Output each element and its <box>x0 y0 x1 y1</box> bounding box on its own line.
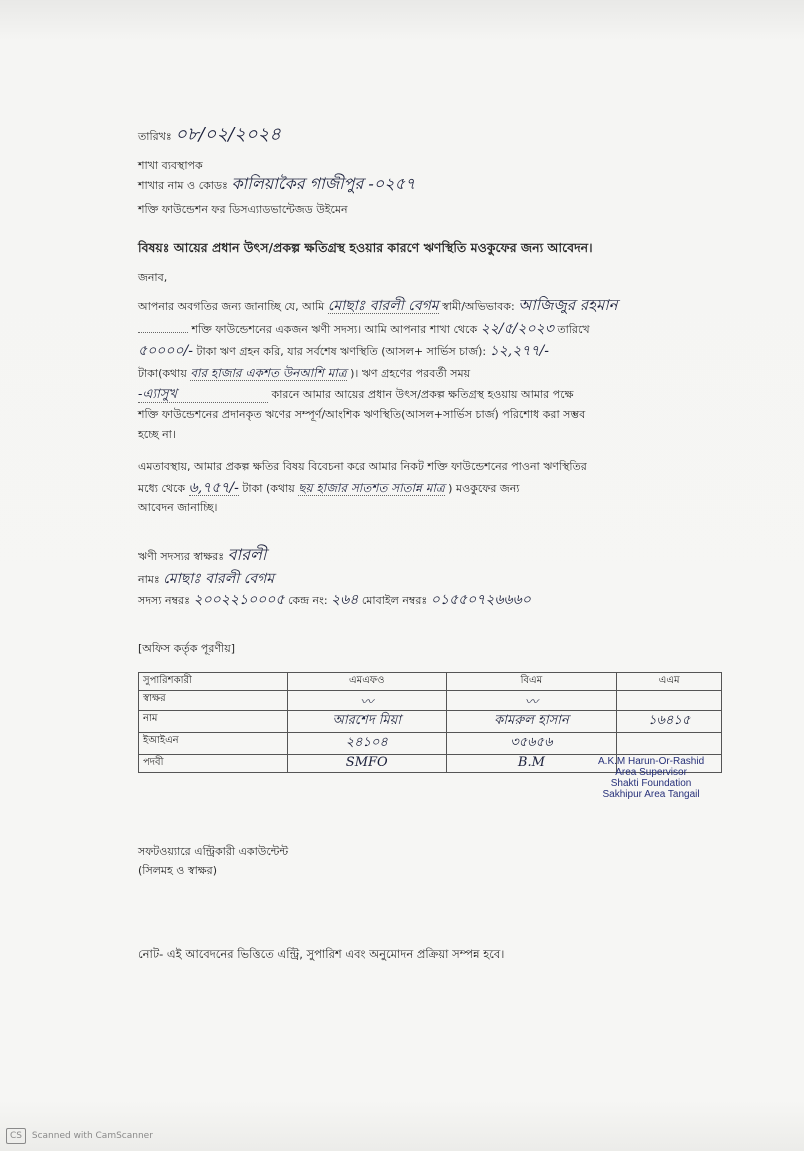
body-text: আপনার অবগতির জন্য জানাচ্ছি যে, আমি <box>138 300 325 313</box>
member-name-hand: মোছাঃ বারলী বেগম <box>327 298 439 314</box>
table-cell: কামরুল হাসান <box>446 711 617 733</box>
table-cell: আরশেদ মিয়া <box>288 711 447 733</box>
loan-date-hand: ২২/৫/২০২৩ <box>480 321 554 337</box>
table-cell: SMFO <box>288 755 447 773</box>
table-cell: পদবী <box>139 755 288 773</box>
center-value: ২৬৪ <box>331 592 359 608</box>
date-line <box>138 124 281 145</box>
table-cell: এমএফও <box>288 673 447 691</box>
para2-line-2 <box>138 481 519 496</box>
org-line: শক্তি ফাউন্ডেশন ফর ডিসএ্যাডভান্টেজড উইমেন <box>138 203 348 216</box>
loan-amount-hand: ৫০০০০/- <box>138 343 193 359</box>
subject-line: বিষয়ঃ আয়ের প্রধান উৎস/প্রকল্প ক্ষতিগ্রস্থ হওয়ার কারণে ঋণস্থিতি মওকুফের জন্য আবেদন। <box>138 240 593 255</box>
area-supervisor-stamp <box>598 756 704 800</box>
scanner-watermark <box>6 1128 153 1144</box>
date-value: ০৮/০২/২০২৪ <box>175 124 281 145</box>
body-line-1 <box>138 298 618 314</box>
table-cell: ২৪১০৪ <box>288 733 447 755</box>
stamp-line: A.K.M Harun-Or-Rashid <box>598 756 705 767</box>
table-cell: নাম <box>139 711 288 733</box>
table-cell: স্বাক্ষর <box>139 691 288 711</box>
mobile-label: মোবাইল নম্বরঃ <box>361 594 428 607</box>
para2-line-1: এমতাবস্থায়, আমার প্রকল্প ক্ষতির বিষয় বিবেচনা করে আমার নিকট শক্তি ফাউন্ডেশনের পাওনা ঋণস্থিতির <box>138 460 587 473</box>
table-cell <box>617 733 722 755</box>
outstanding-words-hand: বার হাজার একশত উনআশি মাত্র <box>190 366 347 380</box>
outstanding-hand: ১২,২৭৭/- <box>489 343 549 359</box>
body-text: )। ঋণ গ্রহণের পরবর্তী সময় <box>350 367 471 380</box>
table-row <box>139 673 722 691</box>
para2-line-3: আবেদন জানাচ্ছি। <box>138 501 218 514</box>
table-row <box>139 711 722 733</box>
signature-mark: 〰 <box>288 691 447 711</box>
signature-mark: 〰 <box>446 691 617 711</box>
center-label: কেন্দ্র নং: <box>287 594 328 607</box>
body-line-6: শক্তি ফাউন্ডেশনের প্রদানকৃত ঋণের সম্পূর্ণ/আংশিক ঋণস্থিতি(আসল+সার্ভিস চার্জ) পরিশোধ করা সম্ভব <box>138 408 586 421</box>
body-line-4 <box>138 366 470 381</box>
waive-amount-hand: ৬,৭৫৭/- <box>188 480 239 496</box>
branch-label: শাখার নাম ও কোডঃ <box>138 179 228 192</box>
guardian-hand: আজিজুর রহমান <box>518 296 618 314</box>
guardian-label: স্বামী/অভিভাবক: <box>442 300 515 313</box>
member-name-line <box>138 572 274 587</box>
waive-words-hand: ছয় হাজার সাতশত সাতান্ন মাত্র <box>298 481 445 495</box>
table-cell: ৩৫৬৫৬ <box>446 733 617 755</box>
member-signature-line <box>138 545 267 564</box>
body-text: তারিখে <box>557 323 590 336</box>
table-cell <box>617 691 722 711</box>
table-row <box>139 733 722 755</box>
accountant-line-1: সফটওয়্যারে এন্ট্রিকারী একাউন্টেন্ট <box>138 845 289 858</box>
name-label: নামঃ <box>138 573 160 586</box>
stamp-line: Shakti Foundation <box>610 778 692 789</box>
blank-dots <box>138 332 188 333</box>
stamp-line: Sakhipur Area Tangail <box>602 789 700 800</box>
reason-hand: -এ্যাসুখ <box>138 388 268 403</box>
accountant-line-2: (সিলমহ ও স্বাক্ষর) <box>138 864 218 877</box>
table-row <box>139 691 722 711</box>
branch-manager-label: শাখা ব্যবস্থাপক <box>138 159 203 172</box>
body-text: কারনে আমার আয়ের প্রধান উৎস/প্রকল্প ক্ষতিগ্রস্থ হওয়ায় আমার পক্ষে <box>271 388 574 401</box>
member-signature-hand: বারলী <box>227 545 267 564</box>
member-id-value: ২০০২২১০০০৫ <box>193 592 285 608</box>
table-cell: ১৬৪১৫ <box>617 711 722 733</box>
body-text: টাকা ঋণ গ্রহন করি, যার সর্বশেষ ঋণস্থিতি (আসল+ সার্ভিস চার্জ): <box>196 345 487 358</box>
branch-value: কালিয়াকৈর গাজীপুর -০২৫৭ <box>231 174 416 193</box>
salutation: জনাব, <box>138 271 168 284</box>
table-cell: এএম <box>617 673 722 691</box>
body-text: শক্তি ফাউন্ডেশনের একজন ঋণী সদস্য। আমি আপনার শাখা থেকে <box>191 323 478 336</box>
member-id-label: সদস্য নম্বরঃ <box>138 594 190 607</box>
footnote: নোট- এই আবেদনের ভিত্তিতে এন্ট্রি, সুপারিশ এবং অনুমোদন প্রক্রিয়া সম্পন্ন হবে। <box>138 947 505 961</box>
body-text: টাকা(কথায় <box>138 367 187 380</box>
table-cell: B.M <box>446 755 617 773</box>
table-cell: ইআইএন <box>139 733 288 755</box>
member-id-line <box>138 593 531 608</box>
body-text: টাকা (কথায় <box>242 482 295 495</box>
branch-line <box>138 174 416 193</box>
body-line-3 <box>138 344 549 359</box>
body-text: মধ্যে থেকে <box>138 482 186 495</box>
scanner-text: Scanned with CamScanner <box>31 1131 153 1141</box>
body-text: ) মওকুফের জন্য <box>448 482 520 495</box>
signature-label: ঋণী সদস্যর স্বাক্ষরঃ <box>138 550 225 563</box>
camscanner-logo-icon: CS <box>6 1128 26 1144</box>
table-cell: বিএম <box>446 673 617 691</box>
date-label: তারিখঃ <box>138 130 172 143</box>
office-use-label: [অফিস কর্তৃক পূরণীয়] <box>138 642 235 655</box>
body-line-5 <box>138 388 574 403</box>
member-name-value: মোছাঃ বারলী বেগম <box>163 571 275 587</box>
stamp-line: Area Supervisor <box>615 767 687 778</box>
table-cell: সুপারিশকারী <box>139 673 288 691</box>
mobile-value: ০১৫৫০৭২৬৬৬০ <box>430 592 531 608</box>
body-line-7: হচ্ছে না। <box>138 428 176 441</box>
body-line-2 <box>138 322 590 337</box>
